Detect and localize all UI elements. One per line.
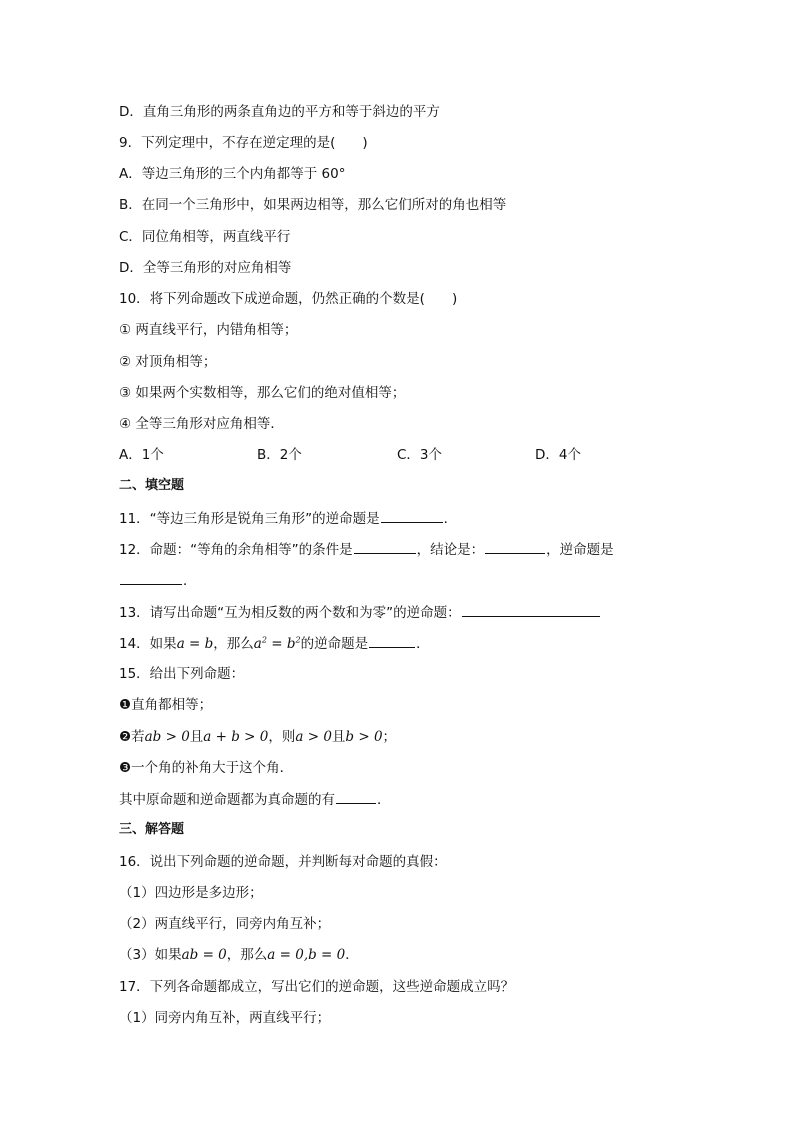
question-15: 15．给出下列命题：	[119, 666, 245, 682]
q11-text: 11．“等边三角形是锐角三角形”的逆命题是	[119, 511, 380, 527]
q16-3-math-1: ab = 0	[181, 947, 227, 963]
question-10: 10．将下列命题改下成逆命题，仍然正确的个数是( )	[119, 291, 458, 307]
q10-choice-a: A．1个	[119, 447, 164, 463]
q9-option-d: D．全等三角形的对应角相等	[119, 260, 292, 276]
q15-item-3: ❸一个角的补角大于这个角．	[119, 760, 294, 776]
q12-blank-converse[interactable]	[120, 570, 182, 585]
q10-choice-d: D．4个	[535, 447, 581, 463]
q13-blank[interactable]	[462, 602, 600, 617]
q15-2-math-3: a > 0	[295, 729, 332, 745]
q14-post: 的逆命题是	[300, 636, 369, 652]
q15-2-math-4: b > 0	[345, 729, 383, 745]
q14-mid: ，那么	[213, 636, 254, 652]
q12-end: ．	[183, 573, 197, 589]
section-solve: 三、解答题	[119, 822, 185, 837]
q15-2-mid-2: ，则	[268, 729, 296, 745]
q10-item-4: ④ 全等三角形对应角相等．	[119, 416, 284, 432]
q12-blank-conclusion[interactable]	[485, 539, 545, 554]
q15-2-mid-1: 且	[189, 729, 204, 745]
q15-2-mid-3: 且	[331, 729, 346, 745]
q9-option-c: C．同位角相等，两直线平行	[119, 229, 291, 245]
section-fill-in-blank: 二、填空题	[119, 478, 185, 493]
q11-end: ．	[443, 511, 458, 527]
q11-blank[interactable]	[381, 508, 443, 523]
q15-conclusion	[119, 789, 391, 810]
question-9: 9．下列定理中，不存在逆定理的是( )	[119, 135, 368, 151]
q10-item-1: ① 两直线平行，内错角相等；	[119, 322, 298, 338]
question-11	[119, 508, 457, 529]
q15-2-math-2: a + b > 0	[203, 729, 269, 745]
q15-end: ．	[377, 792, 391, 808]
q14-blank[interactable]	[369, 633, 415, 648]
q12-text: 12．命题：“等角的余角相等”的条件是	[119, 542, 353, 558]
q10-item-3: ③ 如果两个实数相等，那么它们的绝对值相等；	[119, 385, 406, 401]
q9-option-a: A．等边三角形的三个内角都等于 60°	[119, 166, 346, 182]
q16-item-2: （2）两直线平行，同旁内角互补；	[119, 916, 331, 932]
q12-blank-condition[interactable]	[354, 539, 416, 554]
q8-option-d: D．直角三角形的两条直角边的平方和等于斜边的平方	[119, 104, 440, 120]
q17-item-1: （1）同旁内角互补，两直线平行；	[119, 1010, 331, 1026]
question-12-cont	[119, 570, 197, 591]
question-17: 17．下列各命题都成立，写出它们的逆命题，这些逆命题成立吗？	[119, 979, 515, 995]
question-12	[119, 539, 614, 560]
q16-item-3	[119, 945, 359, 965]
q16-item-1: （1）四边形是多边形；	[119, 885, 263, 901]
q16-3-mid: ，那么	[226, 947, 268, 963]
q15-item-2	[119, 727, 396, 747]
q14-math-2: $a^2 = b^2$	[253, 635, 301, 652]
q14-math-1: a = b	[176, 636, 214, 652]
q16-3-math-2: a = 0,b = 0	[267, 947, 346, 963]
question-14	[119, 633, 430, 654]
q16-3-post: ．	[345, 947, 359, 963]
q10-item-2: ② 对顶角相等；	[119, 354, 217, 370]
q15-2-pre: ❷若	[119, 729, 145, 745]
q15-blank[interactable]	[336, 789, 376, 804]
q12-mid-1: ，结论是：	[416, 542, 485, 558]
q15-end-text: 其中原命题和逆命题都为真命题的有	[119, 792, 335, 808]
q15-2-post: ；	[382, 729, 397, 745]
q10-choice-b: B．2个	[257, 447, 302, 463]
q13-text: 13．请写出命题“互为相反数的两个数和为零”的逆命题：	[119, 605, 461, 621]
q14-end: ．	[416, 636, 430, 652]
q16-3-pre: （3）如果	[119, 947, 182, 963]
question-16: 16．说出下列命题的逆命题，并判断每对命题的真假：	[119, 854, 447, 870]
q9-option-b: B．在同一个三角形中，如果两边相等，那么它们所对的角也相等	[119, 197, 507, 213]
q15-item-1: ❶直角都相等；	[119, 697, 213, 713]
q12-mid-2: ，逆命题是	[546, 542, 614, 558]
question-13	[119, 602, 601, 623]
q14-text: 14．如果	[119, 636, 177, 652]
q15-2-math-1: ab > 0	[144, 729, 190, 745]
q10-choice-c: C．3个	[397, 447, 443, 463]
